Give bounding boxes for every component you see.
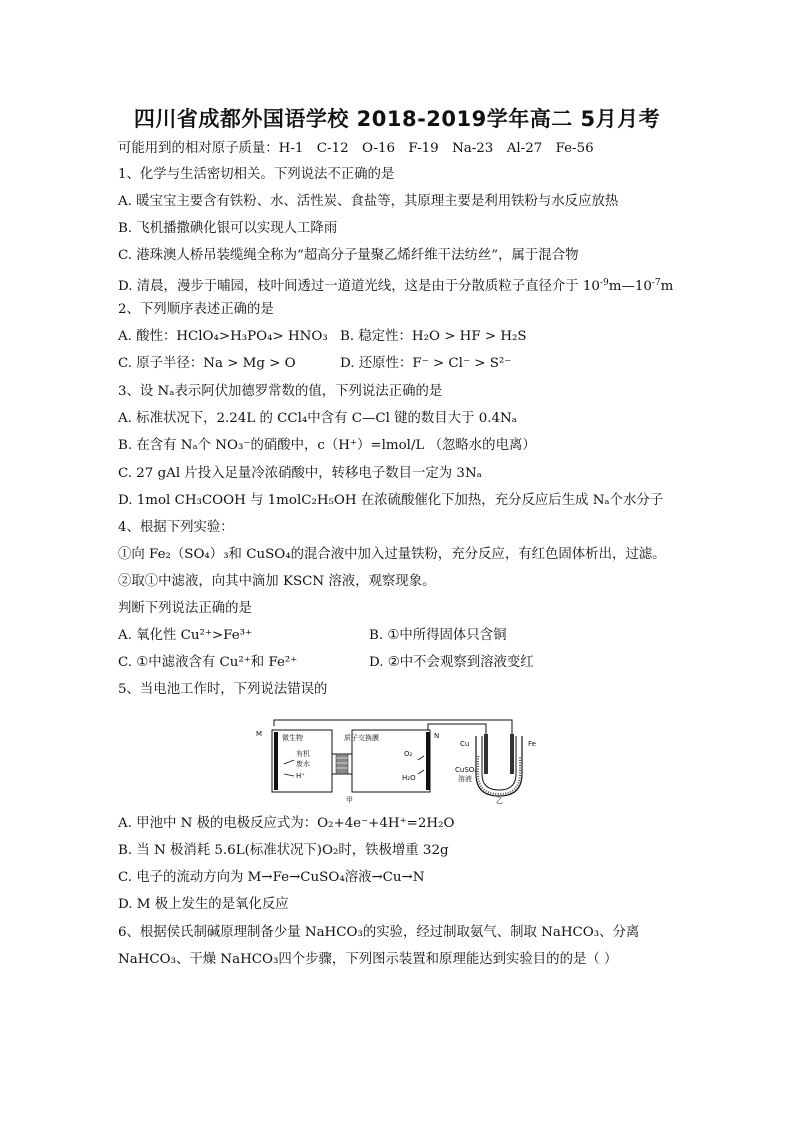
label-wastewater: 废水 bbox=[296, 760, 310, 768]
q6-line-1: 6、根据侯氏制碱原理制备少量 NaHCO₃的实验，经过制取氨气、制取 NaHCO₃、分离 bbox=[118, 925, 640, 940]
battery-diagram bbox=[250, 716, 550, 804]
q2-stem: 2、下列顺序表述正确的是 bbox=[118, 302, 274, 317]
arrow-o2 bbox=[418, 756, 424, 760]
q5-stem: 5、当电池工作时，下列说法错误的 bbox=[118, 682, 328, 697]
q4-judge: 判断下列说法正确的是 bbox=[118, 601, 252, 616]
q3-option-a: A. 标准状况下，2.24L 的 CCl₄中含有 C—Cl 键的数目大于 0.4Nₐ bbox=[118, 411, 517, 426]
q2-option-d: D. 还原性：F⁻ > Cl⁻ > S²⁻ bbox=[340, 356, 512, 371]
q6-line-2: NaHCO₃、干燥 NaHCO₃四个步骤，下列图示装置和原理能达到实验目的的是（ ） bbox=[118, 952, 618, 967]
label-m: M bbox=[256, 730, 263, 738]
q5-option-d: D. M 极上发生的是氧化反应 bbox=[118, 897, 289, 912]
q5-option-c: C. 电子的流动方向为 M→Fe→CuSO₄溶液→Cu→N bbox=[118, 870, 425, 885]
q4-stem: 4、根据下列实验： bbox=[118, 520, 234, 535]
label-solution: 溶液 bbox=[458, 775, 472, 783]
u-tube-outer bbox=[476, 736, 522, 796]
label-microbe: 微生物 bbox=[282, 734, 303, 742]
label-hplus: H⁺ bbox=[296, 772, 305, 780]
battery-diagram-svg bbox=[250, 716, 550, 804]
q5-option-a: A. 甲池中 N 极的电极反应式为：O₂+4e⁻+4H⁺=2H₂O bbox=[118, 816, 455, 831]
q2-option-b: B. 稳定性：H₂O > HF > H₂S bbox=[340, 329, 527, 344]
label-jia: 甲 bbox=[346, 796, 353, 804]
arrow-h2o bbox=[418, 770, 424, 774]
electrode-m bbox=[274, 732, 278, 790]
q2-option-c: C. 原子半径：Na > Mg > O bbox=[118, 356, 296, 371]
label-n: N bbox=[434, 732, 440, 740]
label-o2: O₂ bbox=[404, 750, 413, 758]
electrode-cu bbox=[484, 734, 488, 774]
q4-step-1: ①向 Fe₂（SO₄）₃和 CuSO₄的混合液中加入过量铁粉，充分反应，有红色固体析出，过滤。 bbox=[118, 547, 666, 562]
q1-option-b: B. 飞机播撒碘化银可以实现人工降雨 bbox=[118, 221, 338, 236]
q1-option-a: A. 暖宝宝主要含有铁粉、水、活性炭、食盐等，其原理主要是利用铁粉与水反应放热 bbox=[118, 194, 619, 209]
label-cu: Cu bbox=[460, 740, 470, 748]
q4-option-a: A. 氧化性 Cu²⁺>Fe³⁺ bbox=[118, 628, 253, 643]
label-h2o: H₂O bbox=[402, 774, 416, 782]
q1-option-d: D. 清晨，漫步于晡园，枝叶间透过一道道光线，这是由于分散质粒子直径介于 $10^{-9}m—10^{-7}m$ bbox=[118, 278, 674, 294]
label-membrane: 质子交换膜 bbox=[344, 734, 379, 742]
q4-option-d: D. ②中不会观察到溶液变红 bbox=[369, 655, 534, 670]
page-title: 四川省成都外国语学校 2018-2019学年高二 5月月考 bbox=[133, 107, 661, 131]
q4-option-b: B. ①中所得固体只含铜 bbox=[369, 628, 507, 643]
label-yi: 乙 bbox=[496, 797, 503, 804]
proton-membrane bbox=[336, 754, 348, 774]
wire-outer bbox=[274, 720, 512, 738]
arrow-organic bbox=[284, 760, 294, 764]
label-cuso4: CuSO₄ bbox=[455, 766, 478, 774]
q3-stem: 3、设 Nₐ表示阿伏加德罗常数的值，下列说法正确的是 bbox=[118, 384, 443, 399]
atomic-masses: 可能用到的相对原子质量：H-1 C-12 O-16 F-19 Na-23 Al-27 Fe-56 bbox=[118, 141, 594, 156]
electrode-n bbox=[426, 732, 430, 790]
q4-option-c: C. ①中滤液含有 Cu²⁺和 Fe²⁺ bbox=[118, 655, 298, 670]
q3-option-c: C. 27 gAl 片投入足量冷浓硝酸中，转移电子数目一定为 3Nₐ bbox=[118, 466, 482, 481]
q1-stem: 1、化学与生活密切相关。下列说法不正确的是 bbox=[118, 167, 395, 182]
electrode-fe bbox=[510, 734, 514, 774]
q4-step-2: ②取①中滤液，向其中滴加 KSCN 溶液，观察现象。 bbox=[118, 574, 436, 589]
q3-option-d: D. 1mol CH₃COOH 与 1molC₂H₅OH 在浓硫酸催化下加热，充分反应后生成 Nₐ个水分子 bbox=[118, 493, 664, 508]
q1-option-c: C. 港珠澳人桥吊装缆绳全称为“超高分子量聚乙烯纤维干法纺丝”，属于混合物 bbox=[118, 248, 579, 263]
label-organic: 有机 bbox=[296, 750, 310, 758]
q5-option-b: B. 当 N 极消耗 5.6L(标准状况下)O₂时，铁极增重 32g bbox=[118, 843, 449, 858]
arrow-hplus bbox=[284, 774, 294, 776]
label-fe: Fe bbox=[528, 740, 536, 748]
q2-option-a: A. 酸性：HClO₄>H₃PO₄> HNO₃ bbox=[118, 329, 328, 344]
q3-option-b: B. 在含有 Nₐ个 NO₃⁻的硝酸中，c（H⁺）=lmol/L （忽略水的电离） bbox=[118, 438, 536, 453]
